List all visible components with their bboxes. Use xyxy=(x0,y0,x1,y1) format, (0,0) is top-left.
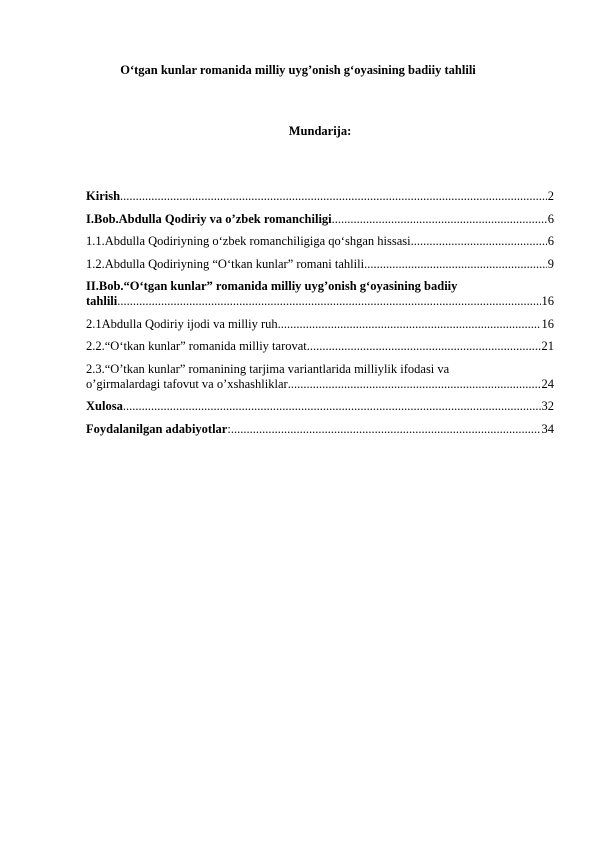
toc-entry-line xyxy=(86,399,554,414)
toc-entry-line xyxy=(86,294,554,309)
toc-page-number: 6 xyxy=(547,234,554,248)
toc-entry-title: I.Bob.Abdulla Qodiriy va o’zbek romanchiligi xyxy=(86,211,332,226)
toc-entry[interactable] xyxy=(86,257,554,272)
toc-entry[interactable] xyxy=(86,362,554,392)
toc-entry[interactable] xyxy=(86,189,554,204)
toc-dot-leader xyxy=(411,234,547,249)
toc-page-number: 32 xyxy=(541,399,554,413)
toc-entry-suffix: : xyxy=(227,421,231,436)
toc-entry[interactable] xyxy=(86,339,554,354)
toc-entry-line xyxy=(86,317,554,332)
toc-entry-first-line: II.Bob.“O‘tgan kunlar” romanida milliy uyg’onish g‘oyasining badiiy xyxy=(86,279,458,293)
toc-dot-leader xyxy=(117,294,540,309)
toc-page-number: 2 xyxy=(547,189,554,203)
toc-entry-title: 2.1Abdulla Qodiriy ijodi va milliy ruh xyxy=(86,316,278,331)
toc-page-number: 16 xyxy=(541,316,554,331)
toc-entry[interactable] xyxy=(86,422,554,437)
toc-entry-line xyxy=(86,422,554,437)
toc-entry-line xyxy=(86,189,554,204)
toc-entry-line xyxy=(86,234,554,249)
toc-dot-leader xyxy=(307,339,541,354)
toc-dot-leader xyxy=(120,189,547,204)
toc-entry-line xyxy=(86,257,554,272)
toc-entry-title: Foydalanilgan adabiyotlar xyxy=(86,421,228,436)
table-of-contents xyxy=(86,189,554,444)
toc-dot-leader xyxy=(278,317,541,332)
toc-dot-leader xyxy=(123,399,541,414)
toc-entry[interactable] xyxy=(86,399,554,414)
toc-dot-leader xyxy=(231,422,541,437)
toc-heading: Mundarija: xyxy=(288,124,352,138)
toc-entry[interactable] xyxy=(86,279,554,309)
toc-entry-title: 1.1.Abdulla Qodiriyning o‘zbek romanchiligiga qo‘shgan hissasi xyxy=(86,234,411,248)
document-title: O‘tgan kunlar romanida milliy uyg’onish g‘oyasining badiiy tahlili xyxy=(120,63,476,77)
toc-entry-title: 1.2.Abdulla Qodiriyning “O‘tkan kunlar” romani tahlili xyxy=(86,256,365,271)
toc-page-number: 34 xyxy=(541,421,554,436)
toc-page-number: 21 xyxy=(541,339,554,353)
toc-entry[interactable] xyxy=(86,317,554,332)
toc-entry-title: Kirish xyxy=(86,189,121,203)
toc-dot-leader xyxy=(288,377,541,392)
toc-entry-title: tahlili xyxy=(86,294,118,308)
toc-entry-line xyxy=(86,339,554,354)
toc-entry-title: o’girmalardagi tafovut va o’xshashliklar xyxy=(86,376,288,391)
toc-dot-leader xyxy=(332,212,547,227)
toc-page-number: 6 xyxy=(547,211,554,226)
toc-entry-title: Xulosa xyxy=(86,399,123,413)
toc-dot-leader xyxy=(364,257,547,272)
toc-entry-line xyxy=(86,377,554,392)
toc-entry-first-line: 2.3.“O’tkan kunlar” romanining tarjima variantlarida milliylik ifodasi va xyxy=(86,361,450,376)
toc-entry-line xyxy=(86,212,554,227)
toc-entry[interactable] xyxy=(86,212,554,227)
toc-entry[interactable] xyxy=(86,234,554,249)
toc-entry-title: 2.2.“O‘tkan kunlar” romanida milliy tarovat xyxy=(86,339,307,353)
toc-page-number: 9 xyxy=(547,256,554,271)
toc-page-number: 24 xyxy=(541,376,554,391)
toc-page-number: 16 xyxy=(541,294,554,308)
